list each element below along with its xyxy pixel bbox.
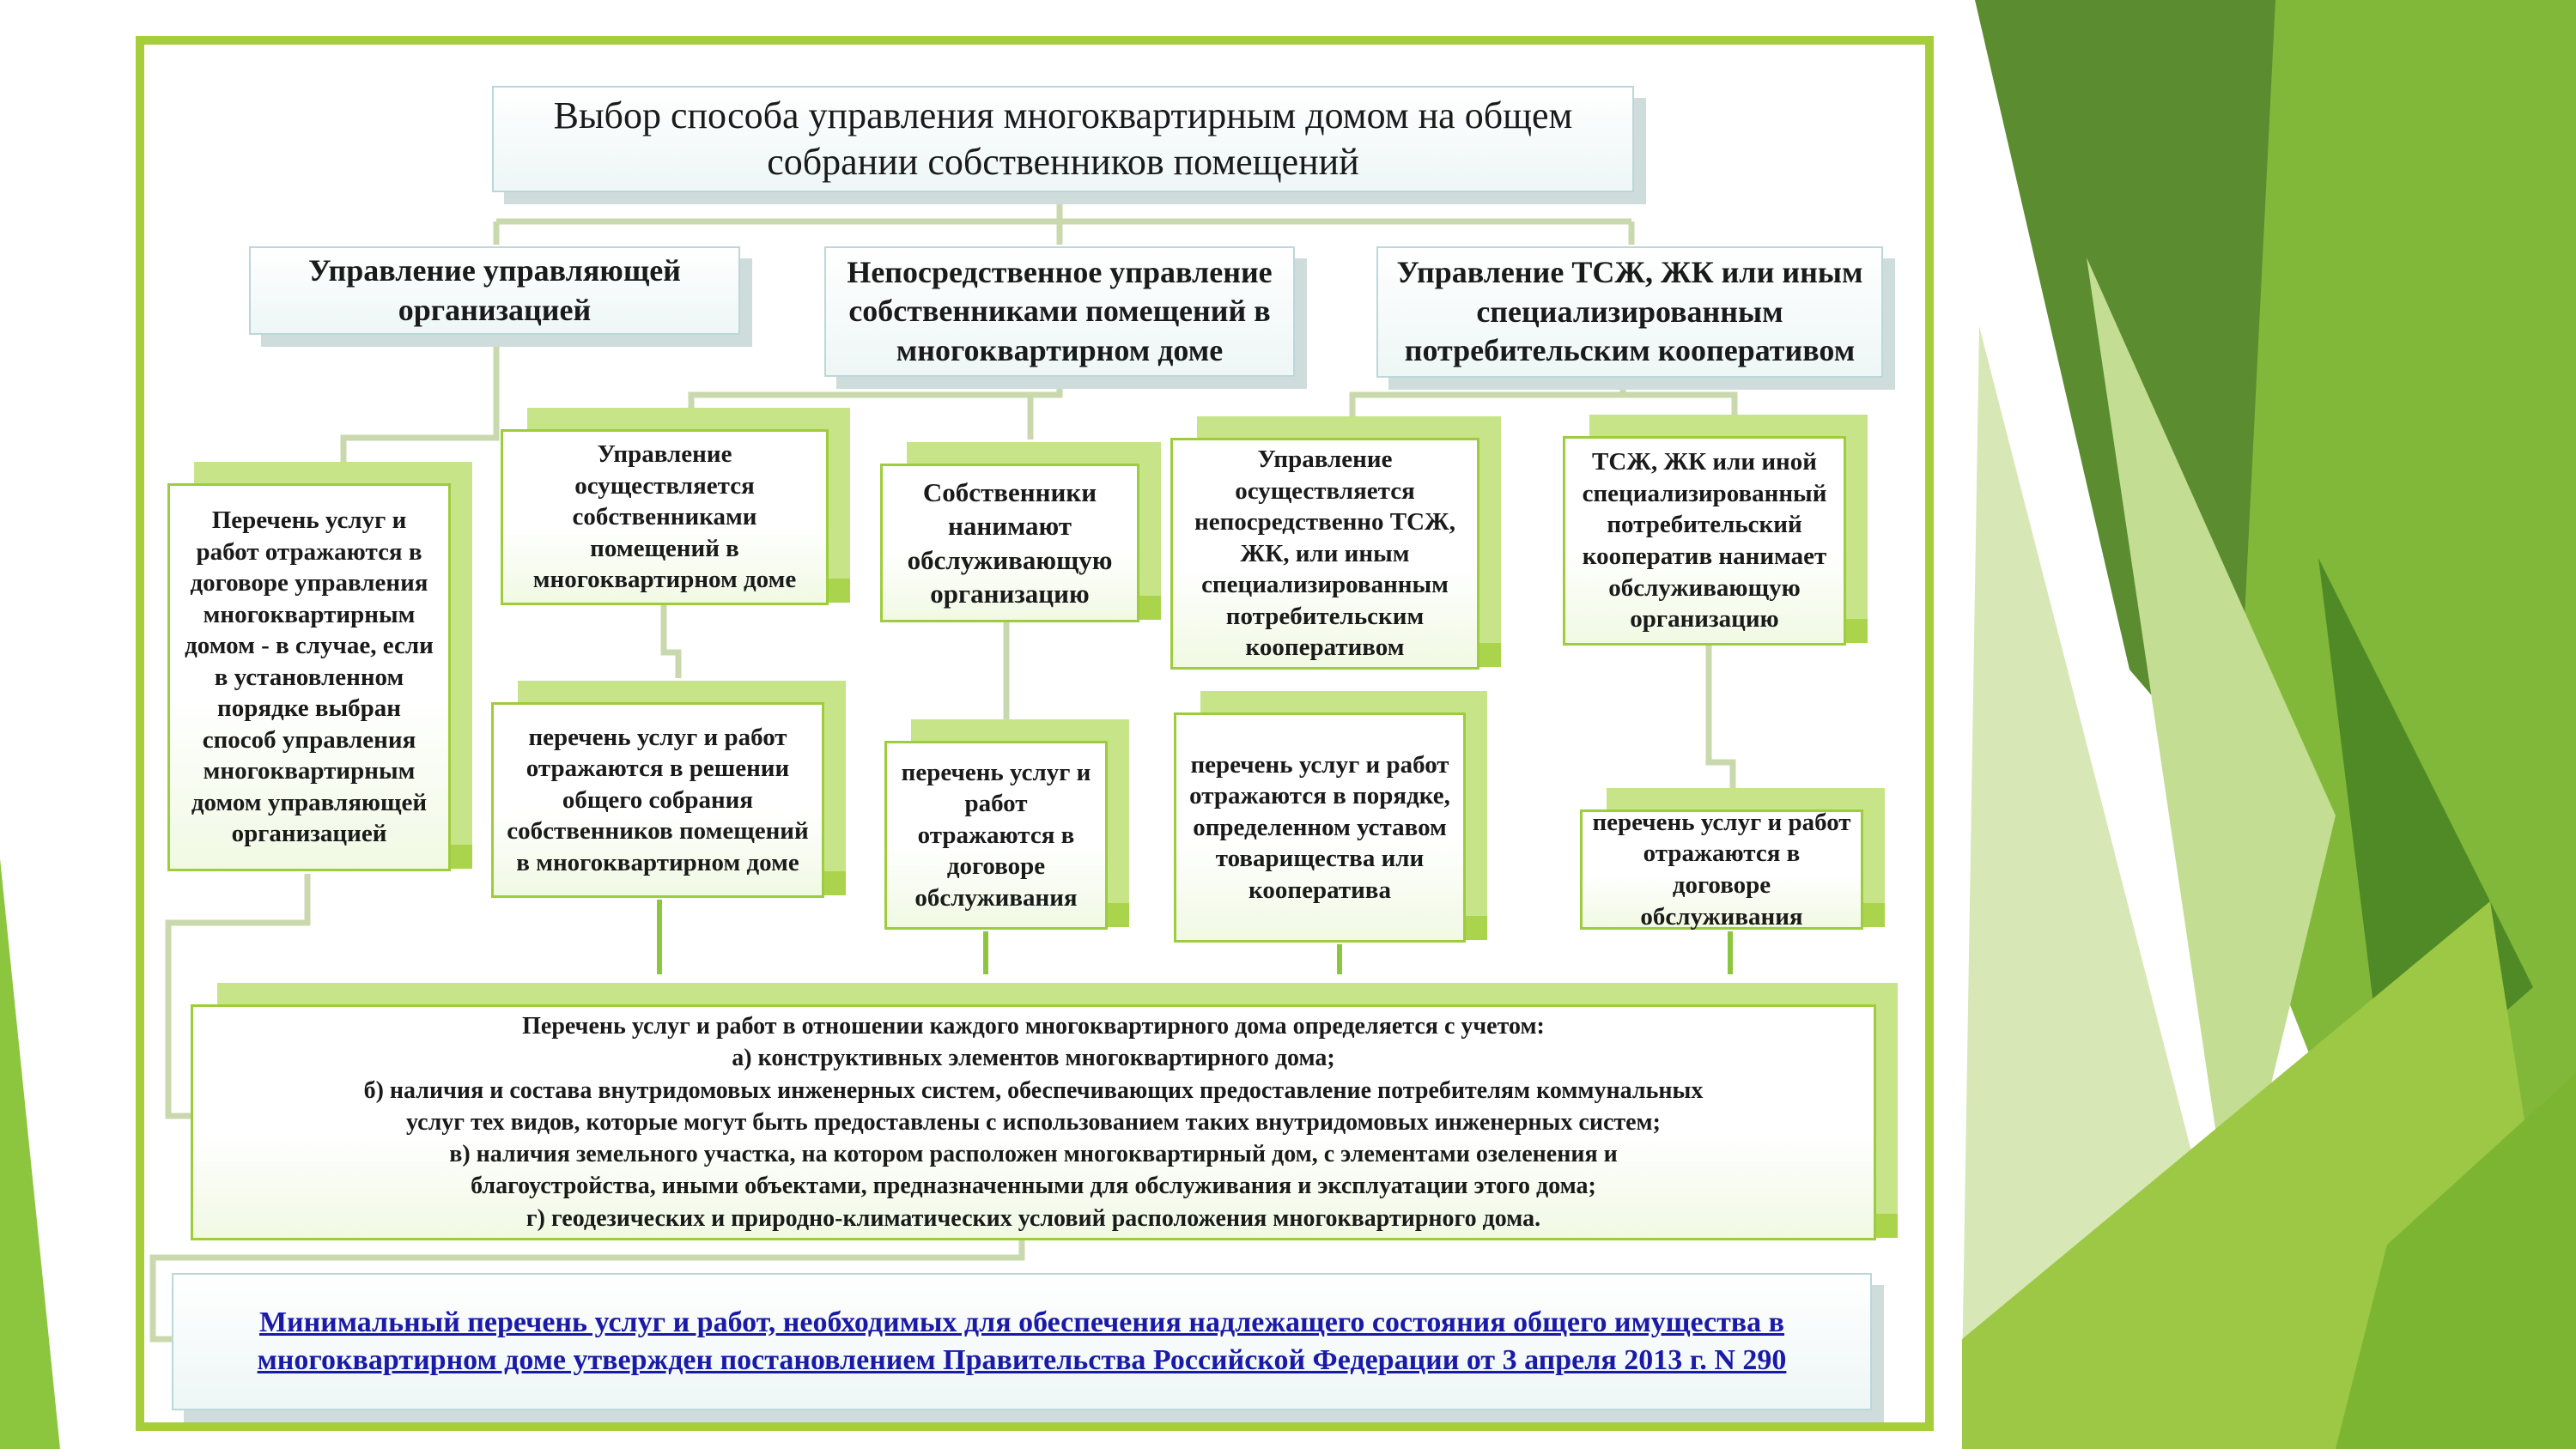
connector-managing-list (343, 336, 496, 464)
method-hoa (1376, 246, 1883, 378)
diagram-title-text: Выбор способа управления многоквартирным домом на общем собрании собственников помещений (553, 94, 1573, 183)
method-hoa-text: Управление ТСЖ, ЖК или иным специализированным потребительским кооперативом (1396, 255, 1863, 368)
services-criteria-box (191, 1004, 1876, 1240)
hoa-direct-text: Управление осуществляется непосредственно ТСЖ, ЖК, или иным специализированным потребительским кооперативом (1194, 446, 1455, 662)
hoa-hire-box (1563, 436, 1846, 646)
criteria-c: в) наличия земельного участка, на котором расположен многоквартирный дом, с элементами озеленения и (449, 1141, 1618, 1168)
managing-org-list-box (167, 483, 451, 871)
connector-direct-split (691, 378, 1060, 412)
direct-owners-text: Управление осуществляется собственниками помещений в многоквартирном доме (532, 440, 797, 594)
criteria-b-cont: услуг тех видов, которые могут быть предоставлены с использованием таких внутридомовых инженерных систем; (406, 1108, 1661, 1136)
hoa-hire-list-box (1580, 809, 1863, 930)
direct-hire-text: Собственники нанимают обслуживающую организацию (907, 477, 1113, 609)
hoa-direct-list-box (1174, 712, 1466, 943)
connector-hoa-hire (1623, 395, 1735, 421)
minimum-list-link[interactable]: Минимальный перечень услуг и работ, необходимых для обеспечения надлежащего состояния общего имущества в многоквартирном доме утвержден постановлением Правительства Российской Федерации от 3 апреля 2013 г. N 290 (257, 1307, 1787, 1376)
hoa-direct-list-text: перечень услуг и работ отражаются в порядке, определенном уставом товарищества или кооператива (1189, 750, 1450, 904)
hoa-hire-text: ТСЖ, ЖК или иной специализированный потребительский кооператив нанимает обслуживающую организацию (1582, 448, 1827, 634)
criteria-intro: Перечень услуг и работ в отношении каждого многоквартирного дома определяется с учетом: (522, 1013, 1545, 1040)
criteria-d: г) геодезических и природно-климатических условий расположения многоквартирного дома. (526, 1204, 1541, 1232)
method-managing-org (249, 246, 740, 335)
connector-hoa-split (1352, 379, 1623, 421)
direct-owners-box (501, 429, 829, 605)
connector-owners-list (664, 605, 678, 678)
direct-owners-list-box (491, 702, 824, 898)
method-direct (824, 246, 1295, 377)
method-managing-org-text: Управление управляющей организацией (308, 253, 681, 327)
direct-owners-list-text: перечень услуг и работ отражаются в решении общего собрания собственников помещений в многоквартирном доме (507, 723, 809, 876)
hoa-direct-box (1170, 438, 1479, 670)
hoa-hire-list-text: перечень услуг и работ отражаются в договоре обслуживания (1592, 808, 1851, 931)
method-direct-text: Непосредственное управление собственниками помещений в многоквартирном доме (847, 254, 1273, 367)
diagram-title (492, 86, 1634, 192)
criteria-c-cont: благоустройства, иными объектами, предназначенными для обслуживания и эксплуатации этого дома; (471, 1173, 1596, 1200)
criteria-b: б) наличия и состава внутридомовых инженерных систем, обеспечивающих предоставление потребителям коммунальных (363, 1076, 1704, 1104)
criteria-a: а) конструктивных элементов многоквартирного дома; (732, 1045, 1335, 1072)
direct-hire-box (880, 464, 1139, 622)
managing-org-list-text: Перечень услуг и работ отражаются в договоре управления многоквартирным домом - в случае, если в установленном порядке выбран способ управления многоквартирным домом управляющей организацией (185, 506, 434, 848)
connector-hoa-hire-list (1709, 646, 1733, 790)
minimum-list-box (172, 1273, 1872, 1410)
direct-hire-list-text: перечень услуг и работ отражаются в договоре обслуживания (901, 758, 1091, 912)
direct-hire-list-box (884, 741, 1108, 930)
